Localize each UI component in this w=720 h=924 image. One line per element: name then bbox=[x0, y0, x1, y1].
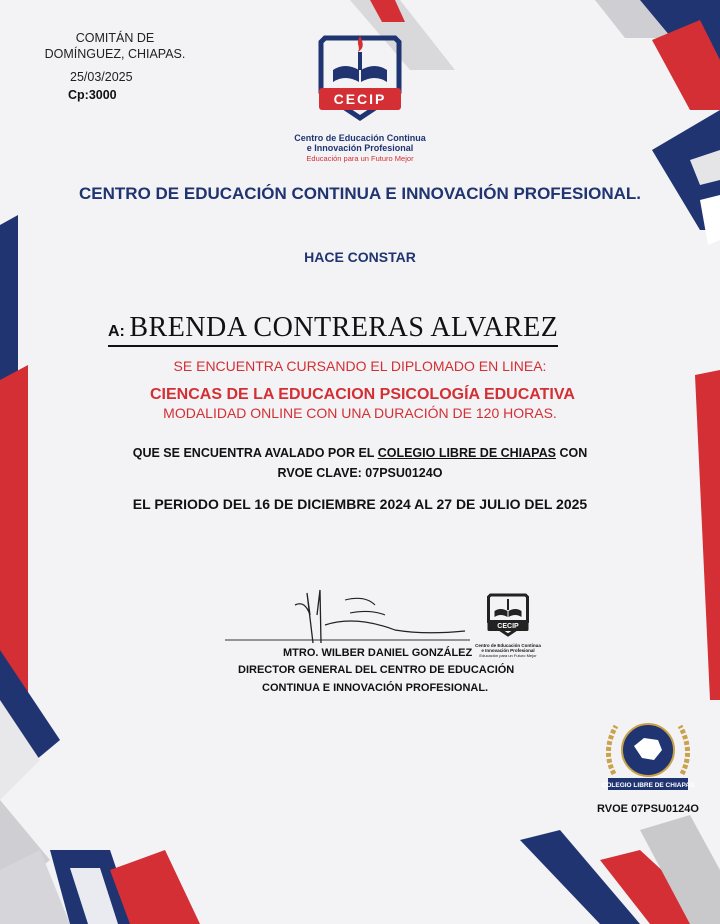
signer-role-line2: CONTINUA E INNOVACIÓN PROFESIONAL. bbox=[262, 682, 489, 694]
postal-code: Cp:3000 bbox=[68, 88, 117, 102]
issue-date: 25/03/2025 bbox=[70, 70, 133, 84]
cecip-emblem-icon bbox=[315, 32, 405, 124]
signer-name: MTRO. WILBER DANIEL GONZÁLEZ bbox=[283, 647, 473, 659]
period-line: EL PERIODO DEL 16 DE DICIEMBRE 2024 AL 27 DE JULIO DEL 2025 bbox=[132, 496, 588, 512]
endorsement-line bbox=[0, 446, 720, 460]
recipient-line bbox=[108, 312, 558, 347]
recipient-name: BRENDA CONTRERAS ALVAREZ bbox=[129, 312, 559, 343]
recipient-prefix: A: bbox=[108, 323, 125, 340]
logo-tagline: Educación para un Futuro Mejor bbox=[306, 154, 414, 163]
location-line2: DOMÍNGUEZ, CHIAPAS. bbox=[44, 47, 186, 61]
logo-badge-text: CECIP bbox=[333, 91, 387, 107]
endorsement-pre: QUE SE ENCUENTRA AVALADO POR EL bbox=[132, 446, 375, 460]
rvoe-clave-line: RVOE CLAVE: 07PSU0124O bbox=[277, 466, 443, 480]
college-seal-icon bbox=[600, 716, 696, 796]
location-line1: COMITÁN DE bbox=[75, 31, 155, 45]
location-block bbox=[40, 30, 190, 62]
logo-line2: e Innovación Profesional bbox=[306, 143, 414, 153]
stamp-line1: Centro de Educación Continua bbox=[475, 643, 541, 648]
logo-line1: Centro de Educación Continua bbox=[294, 133, 426, 143]
stamp-tagline: Educación para un Futuro Mejor bbox=[479, 653, 537, 658]
seal-rvoe: RVOE 07PSU0124O bbox=[597, 803, 699, 815]
modality-line: MODALIDAD ONLINE CON UNA DURACIÓN DE 120 HORAS. bbox=[163, 405, 557, 421]
stamp-badge-text: CECIP bbox=[497, 623, 519, 630]
cecip-stamp bbox=[472, 592, 544, 658]
stamp-line2: e Innovación Profesional bbox=[481, 648, 535, 653]
cecip-logo bbox=[280, 32, 440, 163]
program-name: CIENCAS DE LA EDUCACION PSICOLOGÍA EDUCATIVA bbox=[150, 386, 575, 403]
signer-role-line1: DIRECTOR GENERAL DEL CENTRO DE EDUCACIÓN bbox=[238, 664, 515, 676]
cecip-stamp-icon bbox=[485, 592, 531, 638]
institution-title: CENTRO DE EDUCACIÓN CONTINUA E INNOVACIÓN PROFESIONAL. bbox=[79, 184, 641, 203]
course-status-line: SE ENCUENTRA CURSANDO EL DIPLOMADO EN LINEA: bbox=[173, 358, 547, 374]
handwritten-signature bbox=[225, 585, 475, 645]
college-seal bbox=[598, 716, 698, 801]
endorsement-post: CON bbox=[559, 446, 588, 460]
college-name: COLEGIO LIBRE DE CHIAPAS bbox=[377, 446, 556, 460]
hace-constar-heading: HACE CONSTAR bbox=[304, 249, 416, 265]
seal-ribbon-text: COLEGIO LIBRE DE CHIAPAS bbox=[601, 782, 695, 789]
